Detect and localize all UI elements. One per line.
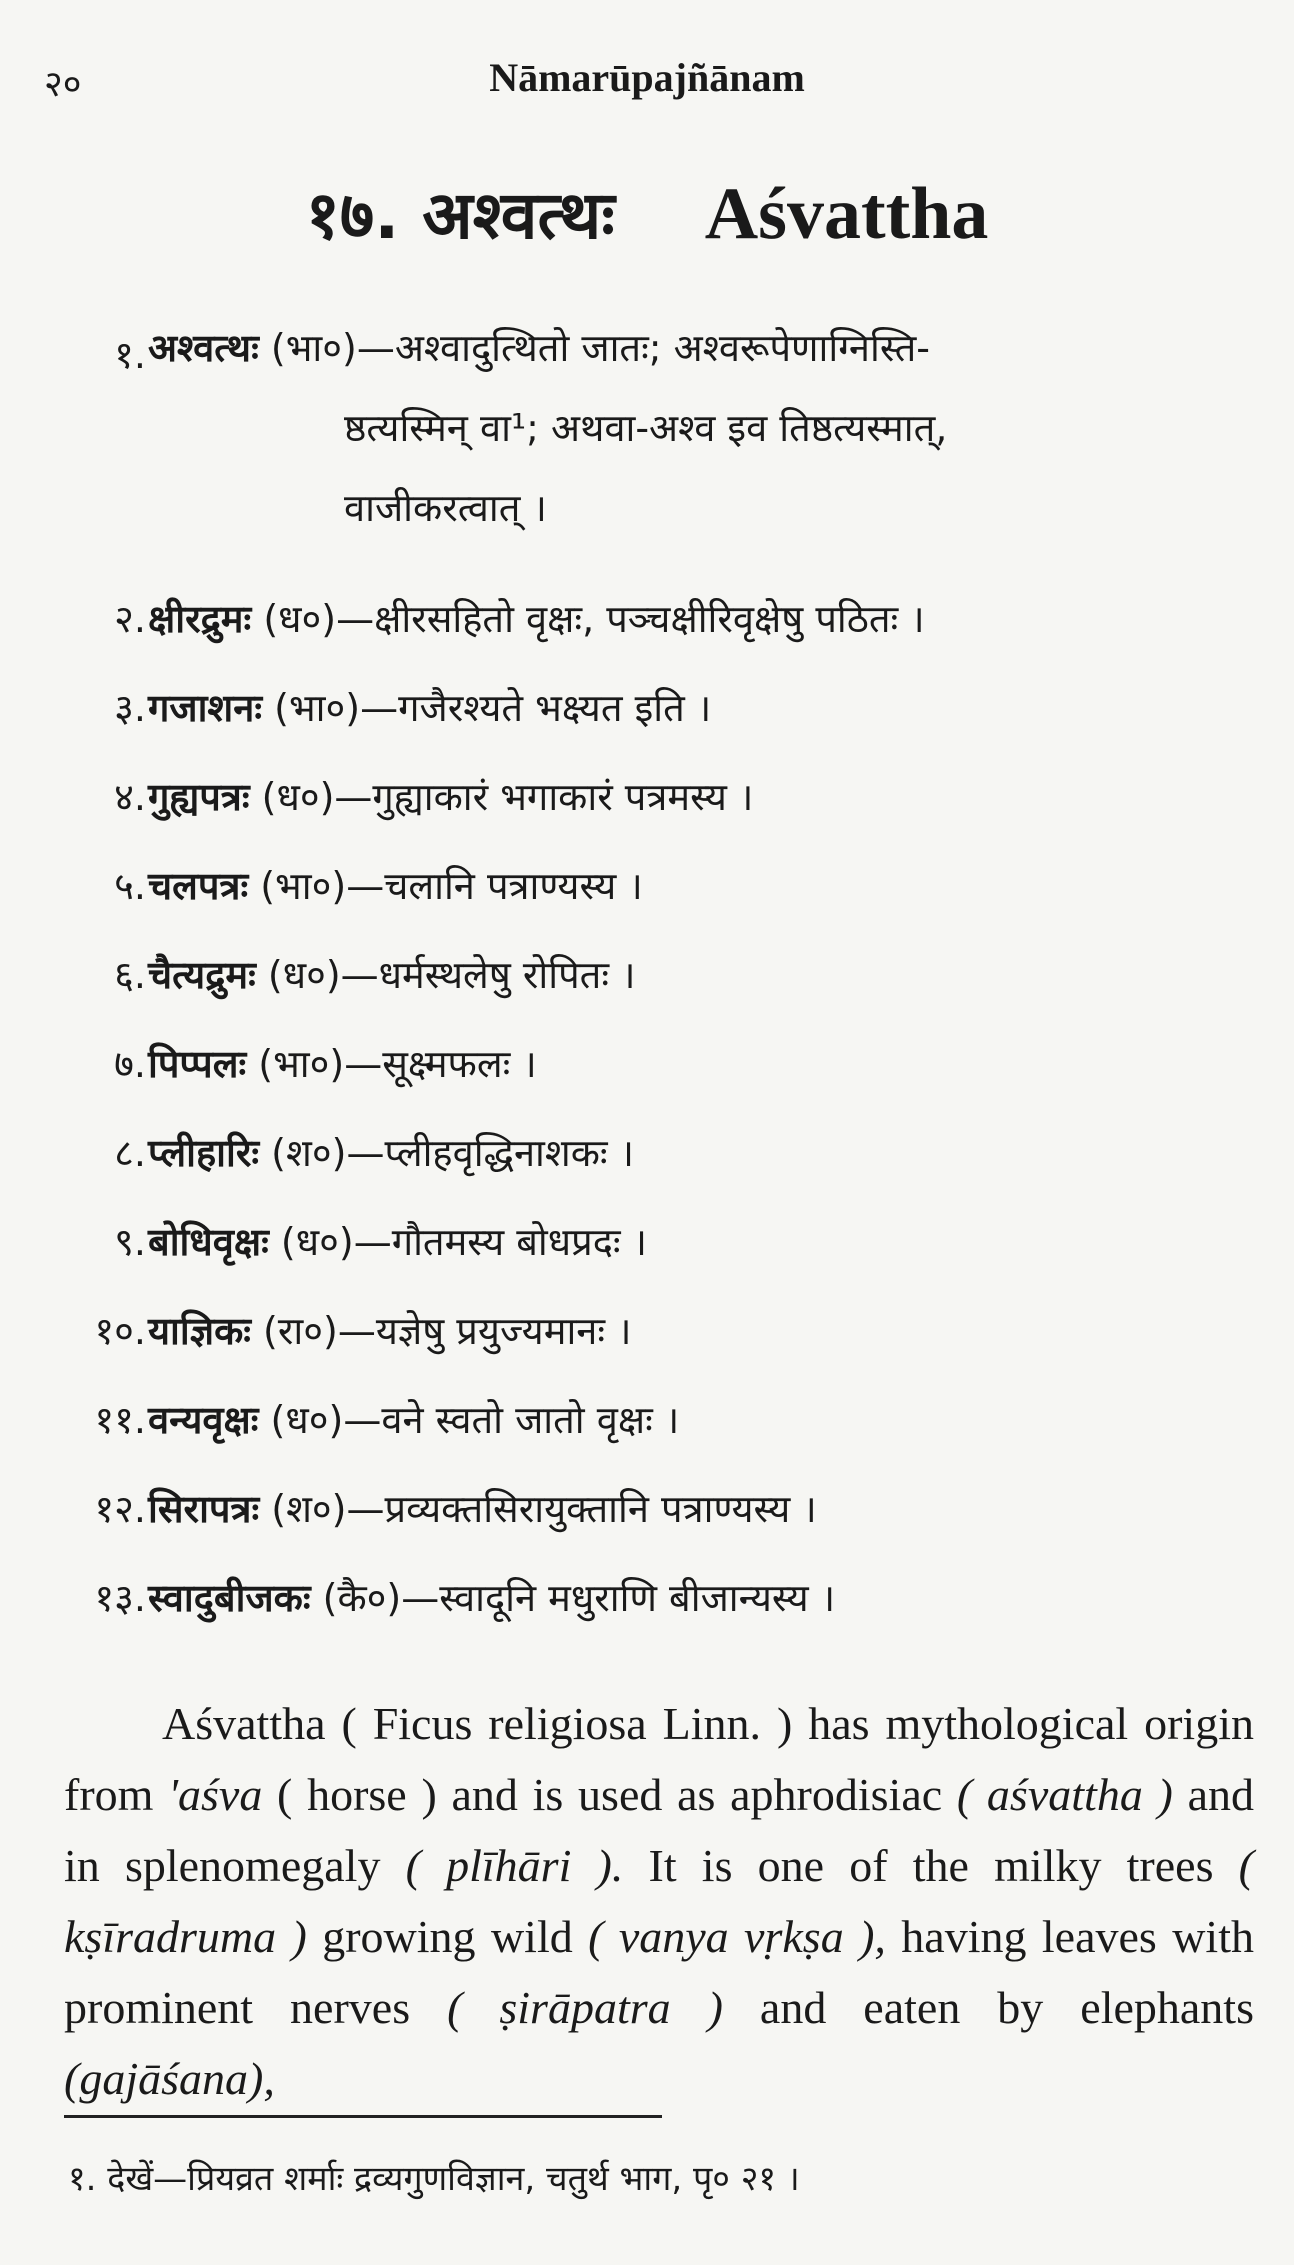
entry-dash: — bbox=[334, 775, 373, 819]
entry-number: ४. bbox=[114, 775, 146, 819]
chapter-title-latin: Aśvattha bbox=[704, 173, 989, 255]
prose-term: ( vanya vṛkṣa ), bbox=[588, 1911, 886, 1962]
entry-body bbox=[148, 1571, 835, 1623]
entry-word: चैत्यद्रुमः bbox=[148, 953, 256, 997]
synonym-entry bbox=[0, 671, 1294, 760]
entry-number: ११. bbox=[94, 1398, 146, 1442]
prose-text: having leaves with prominent nerves bbox=[64, 1911, 1254, 2033]
entry-text: वने स्वतो जातो वृक्षः । bbox=[381, 1398, 680, 1442]
entry-source: (रा०) bbox=[263, 1309, 338, 1353]
entry-source: (ध०) bbox=[270, 1398, 344, 1442]
synonym-list bbox=[0, 318, 1294, 1650]
entry-body bbox=[148, 1304, 632, 1356]
synonym-entry bbox=[0, 1116, 1294, 1205]
entry-number: ६. bbox=[114, 953, 146, 997]
entry-source: (श०) bbox=[271, 1487, 347, 1531]
entry-body bbox=[148, 681, 711, 733]
entry-body bbox=[148, 592, 925, 644]
prose-term: ( aśvattha ) bbox=[956, 1769, 1173, 1820]
entry-text: सूक्ष्मफलः । bbox=[382, 1042, 537, 1086]
prose-term: ( kṣīradruma ) bbox=[64, 1840, 1254, 1962]
prose-text: ( horse ) and is used as aphrodisiac bbox=[262, 1769, 957, 1820]
entry-word: वन्यवृक्षः bbox=[148, 1398, 259, 1442]
entry-dash: — bbox=[346, 864, 385, 908]
entry-word: प्लीहारिः bbox=[148, 1131, 260, 1175]
synonym-entry bbox=[0, 582, 1294, 671]
entry-source: (ध०) bbox=[280, 1220, 354, 1264]
prose-text: It is one of the milky trees bbox=[623, 1840, 1239, 1891]
synonym-entry bbox=[0, 318, 1294, 582]
entry-source: (कै०) bbox=[322, 1576, 402, 1620]
entry-continuation-2: वाजीकरत्वात् । bbox=[344, 486, 547, 530]
entry-dash: — bbox=[340, 953, 379, 997]
entry-text: प्लीहवृद्धिनाशकः । bbox=[384, 1131, 635, 1175]
entry-text: गजैरश्यते भक्ष्यत इति । bbox=[398, 686, 712, 730]
entry-text: गुह्याकारं भगाकारं पत्रमस्य । bbox=[372, 775, 754, 819]
entry-number: १३. bbox=[94, 1576, 146, 1620]
entry-text: अश्वादुत्थितो जातः; अश्वरूपेणाग्निस्ति- bbox=[394, 326, 930, 370]
synonym-entry bbox=[0, 760, 1294, 849]
running-title: Nāmarūpajñānam bbox=[489, 55, 805, 100]
entry-body bbox=[148, 859, 643, 911]
entry-text: स्वादूनि मधुराणि बीजान्यस्य । bbox=[439, 1576, 836, 1620]
entry-source: (भा०) bbox=[260, 864, 347, 908]
entry-body bbox=[148, 1393, 679, 1445]
entry-source: (ध०) bbox=[263, 597, 337, 641]
prose-text: growing wild bbox=[306, 1911, 589, 1962]
entry-number: १. bbox=[114, 333, 146, 377]
entry-dash: — bbox=[336, 597, 375, 641]
entry-dash: — bbox=[346, 1131, 385, 1175]
entry-dash: — bbox=[356, 326, 395, 370]
entry-dash: — bbox=[344, 1042, 383, 1086]
entry-word: चलपत्रः bbox=[148, 864, 249, 908]
entry-dash: — bbox=[360, 686, 399, 730]
page-number: २० bbox=[44, 64, 82, 105]
synonym-entry bbox=[0, 1561, 1294, 1650]
prose-text: Aśvattha ( Ficus religiosa Linn. ) has mythological origin from bbox=[64, 1698, 1254, 1820]
entry-source: (ध०) bbox=[267, 953, 341, 997]
chapter-title-devanagari: १७. अश्वत्थः bbox=[305, 177, 615, 254]
entry-source: (भा०) bbox=[270, 326, 357, 370]
entry-body bbox=[148, 1482, 817, 1534]
entry-text: धर्मस्थलेषु रोपितः । bbox=[378, 953, 636, 997]
entry-body bbox=[148, 1126, 634, 1178]
entry-word: गुह्यपत्रः bbox=[148, 775, 250, 819]
entry-continuation: ष्ठत्यस्मिन् वा¹; अथवा-अश्व इव तिष्ठत्यस्मात्, bbox=[344, 406, 948, 450]
entry-word: अश्वत्थः bbox=[148, 326, 259, 370]
entry-word: बोधिवृक्षः bbox=[148, 1220, 269, 1264]
prose-text: and in splenomegaly bbox=[64, 1769, 1255, 1891]
entry-word: गजाशनः bbox=[148, 686, 263, 730]
entry-number: ८. bbox=[114, 1131, 146, 1175]
entry-word: स्वादुबीजकः bbox=[148, 1576, 311, 1620]
entry-text: गौतमस्य बोधप्रदः । bbox=[391, 1220, 648, 1264]
entry-body bbox=[148, 770, 753, 822]
synonym-entry bbox=[0, 1294, 1294, 1383]
synonym-entry bbox=[0, 849, 1294, 938]
english-commentary bbox=[64, 1688, 1254, 2114]
entry-word: सिरापत्रः bbox=[148, 1487, 260, 1531]
entry-number: २. bbox=[114, 597, 146, 641]
entry-word: पिप्पलः bbox=[148, 1042, 247, 1086]
entry-dash: — bbox=[343, 1398, 382, 1442]
prose-term: 'aśva bbox=[168, 1769, 263, 1820]
entry-body bbox=[148, 1037, 537, 1089]
footnote: १. देखें—प्रियव्रत शर्माः द्रव्यगुणविज्ञान, चतुर्थ भाग, पृ० २१ । bbox=[68, 2159, 800, 2199]
entry-dash: — bbox=[346, 1487, 385, 1531]
synonym-entry bbox=[0, 1205, 1294, 1294]
entry-number: ३. bbox=[114, 686, 146, 730]
prose-term: ( plīhāri ). bbox=[405, 1840, 624, 1891]
entry-number: ५. bbox=[114, 864, 146, 908]
entry-source: (भा०) bbox=[274, 686, 361, 730]
entry-number: ९. bbox=[114, 1220, 146, 1264]
entry-body bbox=[148, 308, 1238, 548]
entry-text: यज्ञेषु प्रयुज्यमानः । bbox=[375, 1309, 632, 1353]
entry-source: (ध०) bbox=[261, 775, 335, 819]
entry-dash: — bbox=[337, 1309, 376, 1353]
entry-dash: — bbox=[353, 1220, 392, 1264]
footnote-divider bbox=[64, 2115, 662, 2118]
entry-source: (भा०) bbox=[258, 1042, 345, 1086]
prose-term: ( ṣirāpatra ) bbox=[447, 1982, 723, 2033]
entry-body bbox=[148, 1215, 647, 1267]
entry-dash: — bbox=[401, 1576, 440, 1620]
synonym-entry bbox=[0, 1383, 1294, 1472]
entry-word: याज्ञिकः bbox=[148, 1309, 251, 1353]
entry-number: १२. bbox=[94, 1487, 146, 1531]
entry-text: प्रव्यक्तसिरायुक्तानि पत्राण्यस्य । bbox=[384, 1487, 817, 1531]
prose-text: and eaten by elephants bbox=[722, 1982, 1254, 2033]
entry-number: ७. bbox=[114, 1042, 146, 1086]
entry-number: १०. bbox=[94, 1309, 146, 1353]
entry-word: क्षीरद्रुमः bbox=[148, 597, 252, 641]
chapter-title bbox=[0, 168, 1294, 258]
entry-text: क्षीरसहितो वृक्षः, पञ्चक्षीरिवृक्षेषु पठितः । bbox=[374, 597, 925, 641]
entry-text: चलानि पत्राण्यस्य । bbox=[384, 864, 643, 908]
prose-term: (gajāśana), bbox=[64, 2053, 275, 2104]
synonym-entry bbox=[0, 1472, 1294, 1561]
entry-source: (श०) bbox=[271, 1131, 347, 1175]
synonym-entry bbox=[0, 1027, 1294, 1116]
entry-body bbox=[148, 948, 636, 1000]
synonym-entry bbox=[0, 938, 1294, 1027]
